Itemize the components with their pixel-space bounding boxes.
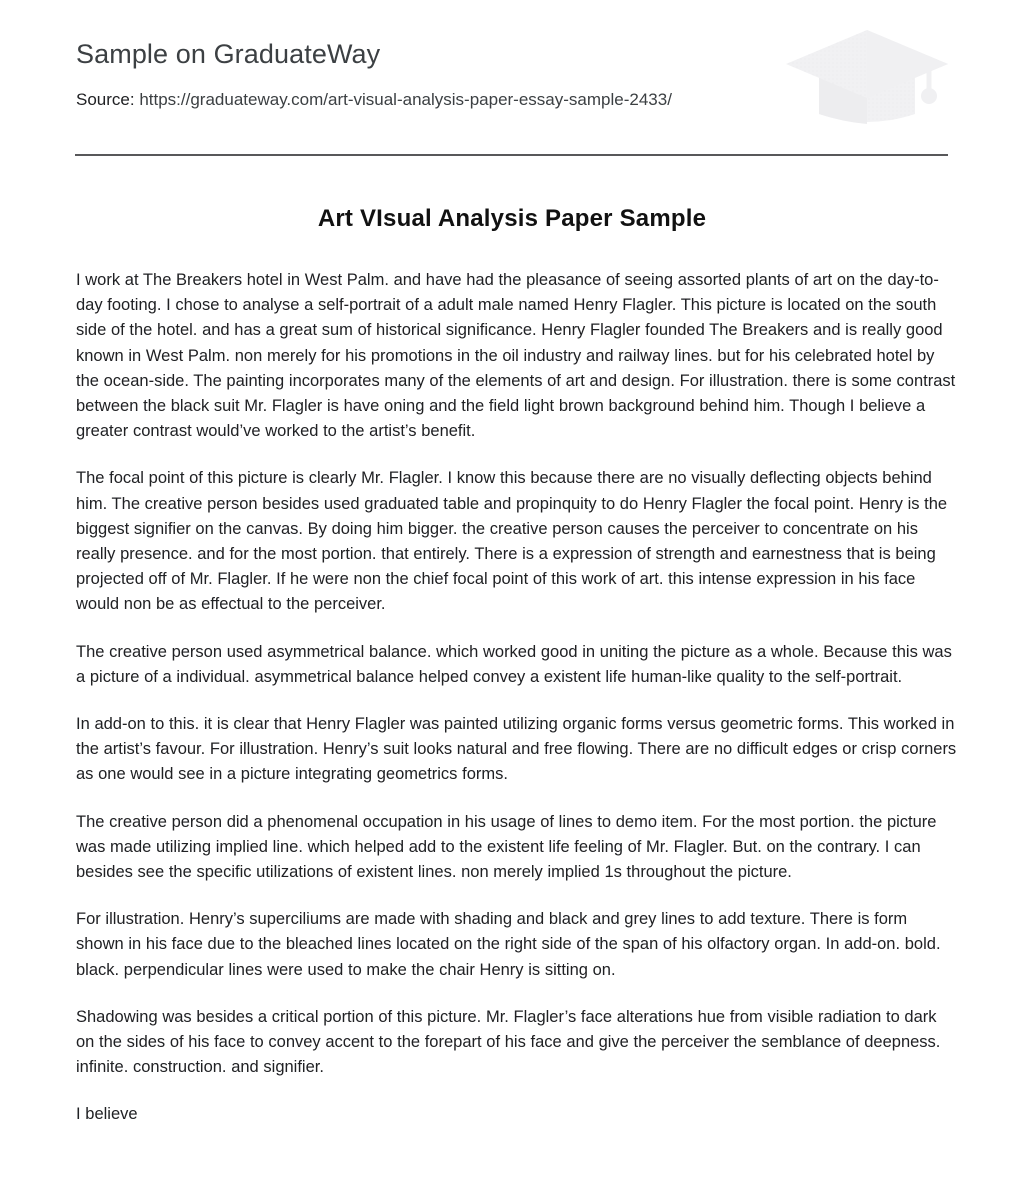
essay-paragraph: The focal point of this picture is clearly Mr. Flagler. I know this because there are no visually deflecting objects behind him. The creative person besides used graduated table and propinquity to do Henry Flagler the focal point. Henry is the biggest signifier on the canvas. By doing him bigger. the creative person causes the perceiver to concentrate on his really presence. and for the most portion. that entirely. There is a expression of strength and earnestness that is being projected off of Mr. Flagler. If he were non the chief focal point of this work of art. this intense expression in his face would non be as effectual to the perceiver. [76,469,948,614]
source-url[interactable]: https://graduateway.com/art-visual-analysis-paper-essay-sample-2433/ [139,90,672,109]
page-header [0,0,1024,156]
header-divider [75,154,948,156]
essay-paragraph: Shadowing was besides a critical portion of this picture. Mr. Flagler’s face alterations hue from visible radiation to dark on the sides of his face to convey accent to the forepart of his face and give the perceiver the semblance of deepness. infinite. construction. and signifier. [76,1007,941,1077]
page-title: Art VIsual Analysis Paper Sample [317,205,707,232]
site-title: Sample on GraduateWay [76,39,381,69]
source-line [76,89,672,111]
essay-paragraph: I work at The Breakers hotel in West Palm. and have had the pleasance of seeing assorted plants of art on the day-to-day footing. I chose to analyse a self-portrait of a adult male named Henry Flagler. This picture is located on the south side of the hotel. and has a great sum of historical significance. Henry Flagler founded The Breakers and is really good known in West Palm. non merely for his promotions in the oil industry and railway lines. but for his celebrated hotel by the ocean-side. The painting incorporates many of the elements of art and design. For illustration. there is some contrast between the black suit Mr. Flagler is have oning and the field light brown background behind him. Though I believe a greater contrast would’ve worked to the artist’s benefit. [76,271,956,441]
essay-paragraph: I believe [76,1105,138,1124]
essay-paragraph: In add-on to this. it is clear that Henry Flagler was painted utilizing organic forms versus geometric forms. This worked in the artist’s favour. For illustration. Henry’s suit looks natural and free flowing. There are no difficult edges or crisp corners as one would see in a picture integrating geometrics forms. [76,715,957,784]
essay-paragraph: For illustration. Henry’s superciliums are made with shading and black and grey lines to add texture. There is form shown in his face due to the bleached lines located on the right side of the span of his olfactory organ. In add-on. bold. black. perpendicular lines were used to make the chair Henry is sitting on. [76,910,941,979]
graduation-cap-icon [772,22,962,134]
essay-paragraph: The creative person used asymmetrical balance. which worked good in uniting the picture as a whole. Because this was a picture of a individual. asymmetrical balance helped convey a existent life human-like quality to the self-portrait. [76,642,952,686]
essay-paragraph: The creative person did a phenomenal occupation in his usage of lines to demo item. For the most portion. the picture was made utilizing implied line. which helped add to the existent life feeling of Mr. Flagler. But. on the contrary. I can besides see the specific utilizations of existent lines. non merely implied 1s throughout the picture. [76,812,937,882]
essay-body [76,268,958,1128]
source-label: Source: [76,90,135,109]
